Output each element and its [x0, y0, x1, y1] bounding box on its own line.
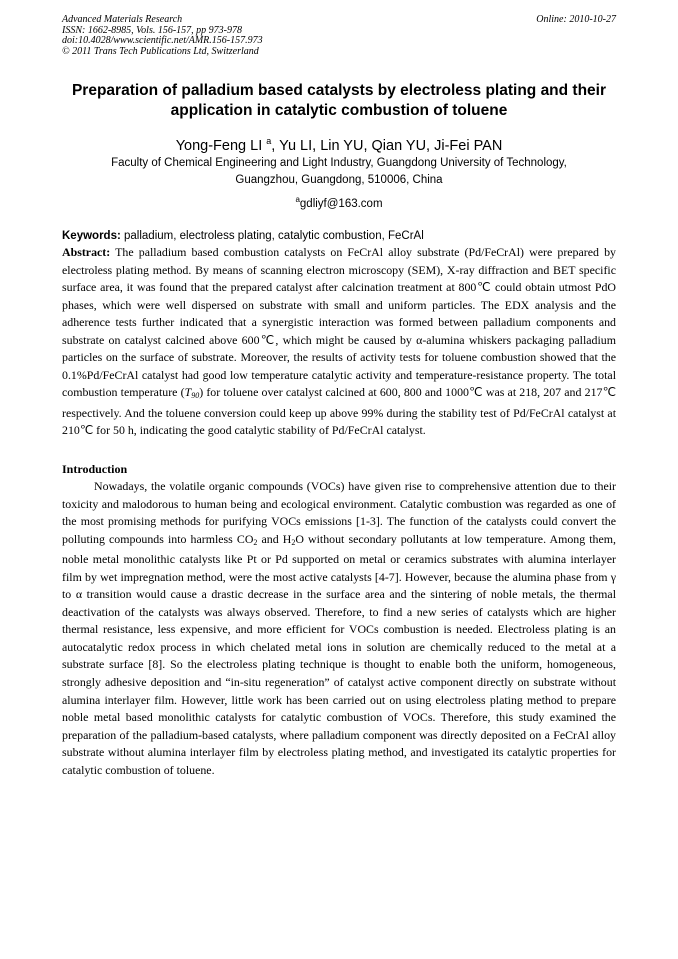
abstract-label: Abstract: — [62, 245, 111, 259]
first-author: Yong-Feng LI — [175, 138, 263, 154]
abstract-text-2: ) for toluene over catalyst calcined at 600, 800 and 1000℃ was at 218, 207 and 217℃ respectively. And the toluene conversion could keep up above 99% during the stability test of Pd/FeCrAl catalyst at 210℃ for 50 h, indicating the good catalytic stability of Pd/FeCrAl catalyst. — [62, 385, 617, 438]
affiliation-line-1: Faculty of Chemical Engineering and Light Industry, Guangdong University of Technology, — [111, 157, 567, 169]
intro-text-1: Nowadays, the volatile organic compounds (VOCs) have given rise to comprehensive attention due to their toxicity and malodorous to human being and ecological environment. Catalytic combustion was regarded as one of the most promising methods for purifying VOCs emissions [1-3]. The function of the catalysts could convert the polluting compounds into harmless CO — [62, 479, 616, 546]
title-line-2: application in catalytic combustion of toluene — [170, 102, 508, 119]
abstract — [62, 244, 616, 440]
email-address: gdliyf@163.com — [299, 198, 383, 210]
keywords-label: Keywords: — [62, 230, 121, 242]
journal-name: Advanced Materials Research — [62, 14, 183, 25]
affiliation-line-2: Guangzhou, Guangdong, 510006, China — [235, 174, 443, 186]
title-line-1: Preparation of palladium based catalysts by electroless plating and their — [71, 82, 607, 99]
intro-text-3: O without secondary pollutants at low temperature. Among them, noble metal monolithic catalysts like Pt or Pd supported on metal or ceramics substrates with alumina interlayer film by wet impregnation method, were the most active catalysts [4-7]. However, because the alumina phase from γ to α transition would cause a drastic decrease in the surface area and the sintering of noble metals, the thermal deactivation of the catalysts was always observed. Therefore, to find a new series of catalysts which are higher thermal resistance, less expensive, and more efficient for VOCs combustion is needed. Electroless plating is an autocatalytic redox process in which chelated metal ions in solution are chemically reduced to the metal at a substrate surface [8]. So the electroless plating technique is thought to enable both the uniform, homogeneous, strongly adhesive deposition and “in-situ regeneration” of catalyst active component directly on substrate without alumina interlayer film. However, little work has been carried out on using electroless plating method to prepare noble metal based monolithic catalysts for catalytic combustion of VOCs. Therefore, this study examined the preparation of the palladium-based catalysts, where palladium component was directly deposited on a FeCrAl alloy substrate without alumina interlayer film by electroless plating method, and investigated its catalytic properties for catalytic combustion of toluene. — [62, 531, 616, 777]
keywords — [62, 229, 616, 244]
copyright-line: © 2011 Trans Tech Publications Ltd, Switzerland — [62, 45, 259, 57]
online-date: Online: 2010-10-27 — [536, 14, 616, 25]
introduction-paragraph — [62, 478, 616, 779]
keywords-text: palladium, electroless plating, catalytic combustion, FeCrAl — [124, 230, 424, 242]
paper-title — [52, 81, 626, 121]
author-email — [0, 192, 678, 212]
abstract-text-1: The palladium based combustion catalysts on FeCrAl alloy substrate (Pd/FeCrAl) were prepared by electroless plating method. By means of scanning electron microscopy (SEM), X-ray diffraction and BET specific surface area, it was found that the prepared catalyst after calcination treatment at 800℃ could obtain utmost PdO phases, which were well dispersed on substrate with small and uniform particles. The EDX analysis and the adherence tests further indicated that a synergistic interaction was formed between palladium components and substrate on catalyst calcined above 600℃, which might be caused by α-alumina whiskers packaging palladium particles on the surface of substrate. Moreover, the results of activity tests for toluene combustion showed that the 0.1%Pd/FeCrAl catalyst had good low temperature catalytic activity and temperature-resistance property. The total combustion temperature ( — [62, 245, 616, 400]
affiliation — [60, 155, 618, 189]
other-authors: , Yu LI, Lin YU, Qian YU, Ji-Fei PAN — [271, 138, 503, 154]
issn-line: ISSN: 1662-8985, Vols. 156-157, pp 973-978 — [62, 24, 242, 36]
email-superscript: a — [295, 195, 300, 204]
t90-subscript: 90 — [191, 391, 200, 401]
author-superscript: a — [266, 136, 272, 146]
t90-symbol: T — [184, 385, 192, 400]
author-list — [0, 132, 678, 155]
doi-line: doi:10.4028/www.scientific.net/AMR.156-157.973 — [62, 35, 263, 46]
co2-subscript: 2 — [253, 537, 258, 547]
intro-text-2: and H — [257, 531, 292, 546]
section-heading-introduction: Introduction — [62, 462, 128, 476]
journal-header — [62, 15, 616, 57]
h2o-subscript: 2 — [291, 537, 296, 547]
